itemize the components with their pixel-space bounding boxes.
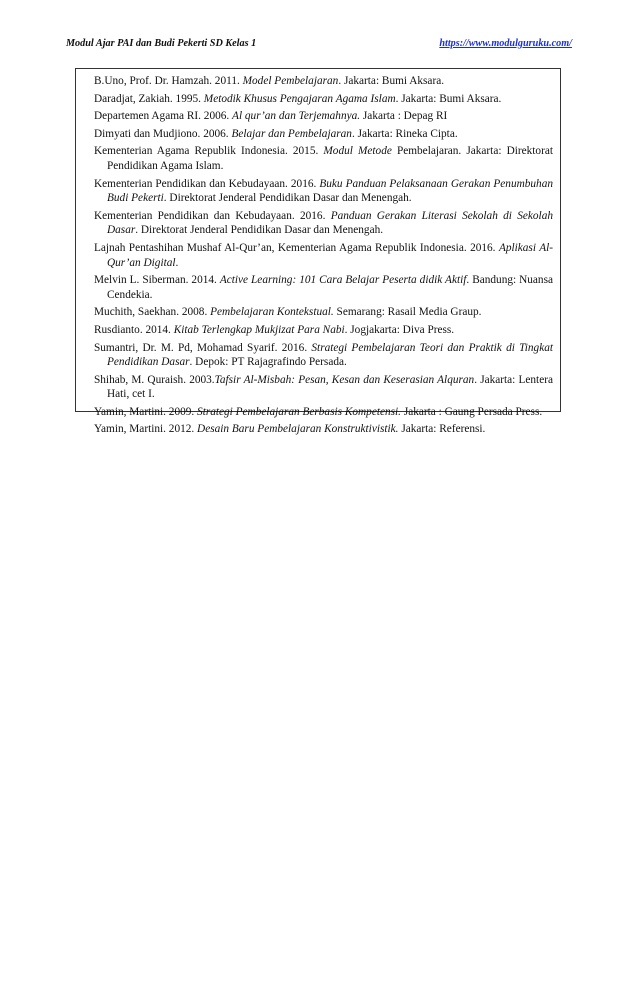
reference-item: Shihab, M. Quraish. 2003.Tafsir Al-Misbah: Pesan, Kesan dan Keserasian Alquran. Jakarta: Lentera Hati, cet I.	[94, 373, 553, 401]
reference-item: Lajnah Pentashihan Mushaf Al-Qur’an, Kementerian Agama Republik Indonesia. 2016. Aplikasi Al-Qur’an Digital.	[94, 241, 553, 269]
reference-item: Kementerian Pendidikan dan Kebudayaan. 2016. Panduan Gerakan Literasi Sekolah di Sekolah Dasar. Direktorat Jenderal Pendidikan Dasar dan Menengah.	[94, 209, 553, 237]
reference-item: Rusdianto. 2014. Kitab Terlengkap Mukjizat Para Nabi. Jogjakarta: Diva Press.	[94, 323, 455, 336]
reference-item: Kementerian Agama Republik Indonesia. 2015. Modul Metode Pembelajaran. Jakarta: Direktorat Pendidikan Agama Islam.	[94, 145, 553, 172]
document-title: Modul Ajar PAI dan Budi Pekerti SD Kelas 1	[66, 38, 257, 49]
page-header	[66, 38, 572, 52]
reference-item: Yamin, Martini. 2012. Desain Baru Pembelajaran Konstruktivistik. Jakarta: Referensi.	[94, 423, 486, 436]
website-link[interactable]: https://www.modulguruku.com/	[439, 38, 572, 49]
reference-item: Muchith, Saekhan. 2008. Pembelajaran Kontekstual. Semarang: Rasail Media Graup.	[94, 306, 482, 319]
reference-item: B.Uno, Prof. Dr. Hamzah. 2011. Model Pembelajaran. Jakarta: Bumi Aksara.	[94, 75, 445, 87]
reference-item: Kementerian Pendidikan dan Kebudayaan. 2016. Buku Panduan Pelaksanaan Gerakan Penumbuhan Budi Pekerti. Direktorat Jenderal Pendidikan Dasar dan Menengah.	[94, 177, 553, 205]
reference-item: Departemen Agama RI. 2006. Al qur’an dan Terjemahnya. Jakarta : Depag RI	[94, 110, 448, 123]
reference-item: Yamin, Martini. 2009. Strategi Pembelajaran Berbasis Kompetensi. Jakarta : Gaung Persada Press.	[94, 405, 543, 418]
reference-list	[75, 68, 561, 436]
reference-item: Daradjat, Zakiah. 1995. Metodik Khusus Pengajaran Agama Islam. Jakarta: Bumi Aksara.	[94, 92, 502, 105]
reference-item: Dimyati dan Mudjiono. 2006. Belajar dan Pembelajaran. Jakarta: Rineka Cipta.	[94, 127, 458, 140]
reference-item: Melvin L. Siberman. 2014. Active Learning: 101 Cara Belajar Peserta didik Aktif. Bandung: Nuansa Cendekia.	[94, 274, 553, 301]
reference-item: Sumantri, Dr. M. Pd, Mohamad Syarif. 2016. Strategi Pembelajaran Teori dan Praktik di Tingkat Pendidikan Dasar. Depok: PT Rajagrafindo Persada.	[94, 341, 554, 369]
